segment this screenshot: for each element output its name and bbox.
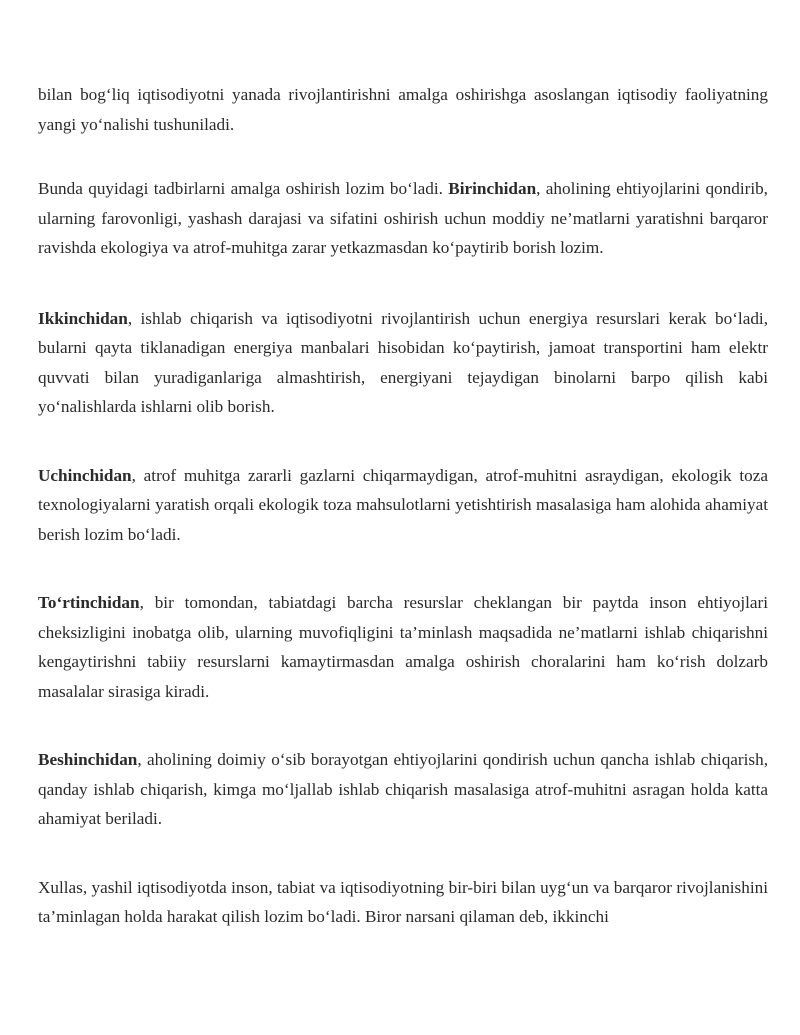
paragraph-intro: Bunda quyidagi tadbirlarni amalga oshirish lozim bo‘ladi. (38, 179, 449, 198)
paragraph-first-point (38, 174, 768, 263)
paragraph-text: , aholining ehtiyojlarini qondirib, ularning farovonligi, yashash darajasi va sifatini oshirish uchun moddiy ne’matlarni yaratishni barqaror ravishda ekologiya va atrof-muhitga zarar yetkazmasdan ko‘paytirib borish lozim. (38, 179, 768, 257)
paragraph-third-point (38, 461, 768, 550)
paragraph-text: Xullas, yashil iqtisodiyotda inson, tabiat va iqtisodiyotning bir-biri bilan uyg‘un va barqaror rivojlanishini ta’minlagan holda harakat qilish lozim bo‘ladi. Biror narsani qilaman deb, ikkinchi (38, 877, 768, 926)
paragraph-conclusion (38, 873, 768, 932)
paragraph-text: , atrof muhitga zararli gazlarni chiqarmaydigan, atrof-muhitni asraydigan, ekologik toza texnologiyalarni yaratish orqali ekologik toza mahsulotlarni yetishtirish masalasiga ham alohida ahamiyat berish lozim bo‘ladi. (38, 465, 768, 544)
paragraph-lead-uchinchidan: Uchinchidan (38, 465, 132, 485)
paragraph-lead-beshinchidan: Beshinchidan (38, 750, 138, 769)
paragraph-text: , bir tomondan, tabiatdagi barcha resurslar cheklangan bir paytda inson ehtiyojlari cheksizligini inobatga olib, ularning muvofiqligini ta’minlash maqsadida ne’matlarni ishlab chiqarishni kengaytirishni tabiiy resurslarni kamaytirmasdan amalga oshirish choralarini ham ko‘rish dolzarb masalalar sirasiga kiradi. (38, 593, 768, 701)
paragraph-lead-tortinchidan: To‘rtinchidan (38, 593, 140, 612)
paragraph-text: , aholining doimiy o‘sib borayotgan ehtiyojlarini qondirish uchun qancha ishlab chiqarish, qanday ishlab chiqarish, kimga mo‘ljallab ishlab chiqarish masalasiga atrof-muhitni asragan holda katta ahamiyat beriladi. (38, 750, 768, 828)
paragraph-text: bilan bog‘liq iqtisodiyotni yanada rivojlantirishni amalga oshirishga asoslangan iqtisodiy faoliyatning yangi yo‘nalishi tushuniladi. (38, 85, 768, 134)
document-page (38, 80, 768, 932)
paragraph-continuation (38, 80, 768, 139)
paragraph-lead-birinchidan: Birinchidan (448, 179, 537, 198)
paragraph-fifth-point (38, 745, 768, 834)
paragraph-lead-ikkinchidan: Ikkinchidan (38, 308, 128, 328)
paragraph-fourth-point (38, 588, 768, 706)
paragraph-second-point (38, 304, 768, 422)
paragraph-text: , ishlab chiqarish va iqtisodiyotni rivojlantirish uchun energiya resurslari kerak bo‘ladi, bularni qayta tiklanadigan energiya manbalari hisobidan ko‘paytirish, jamoat transportini ham elektr quvvati bilan yuradiganlariga almashtirish, energiyani tejaydigan binolarni barpo qilish kabi yo‘nalishlarda ishlarni olib borish. (38, 308, 768, 416)
